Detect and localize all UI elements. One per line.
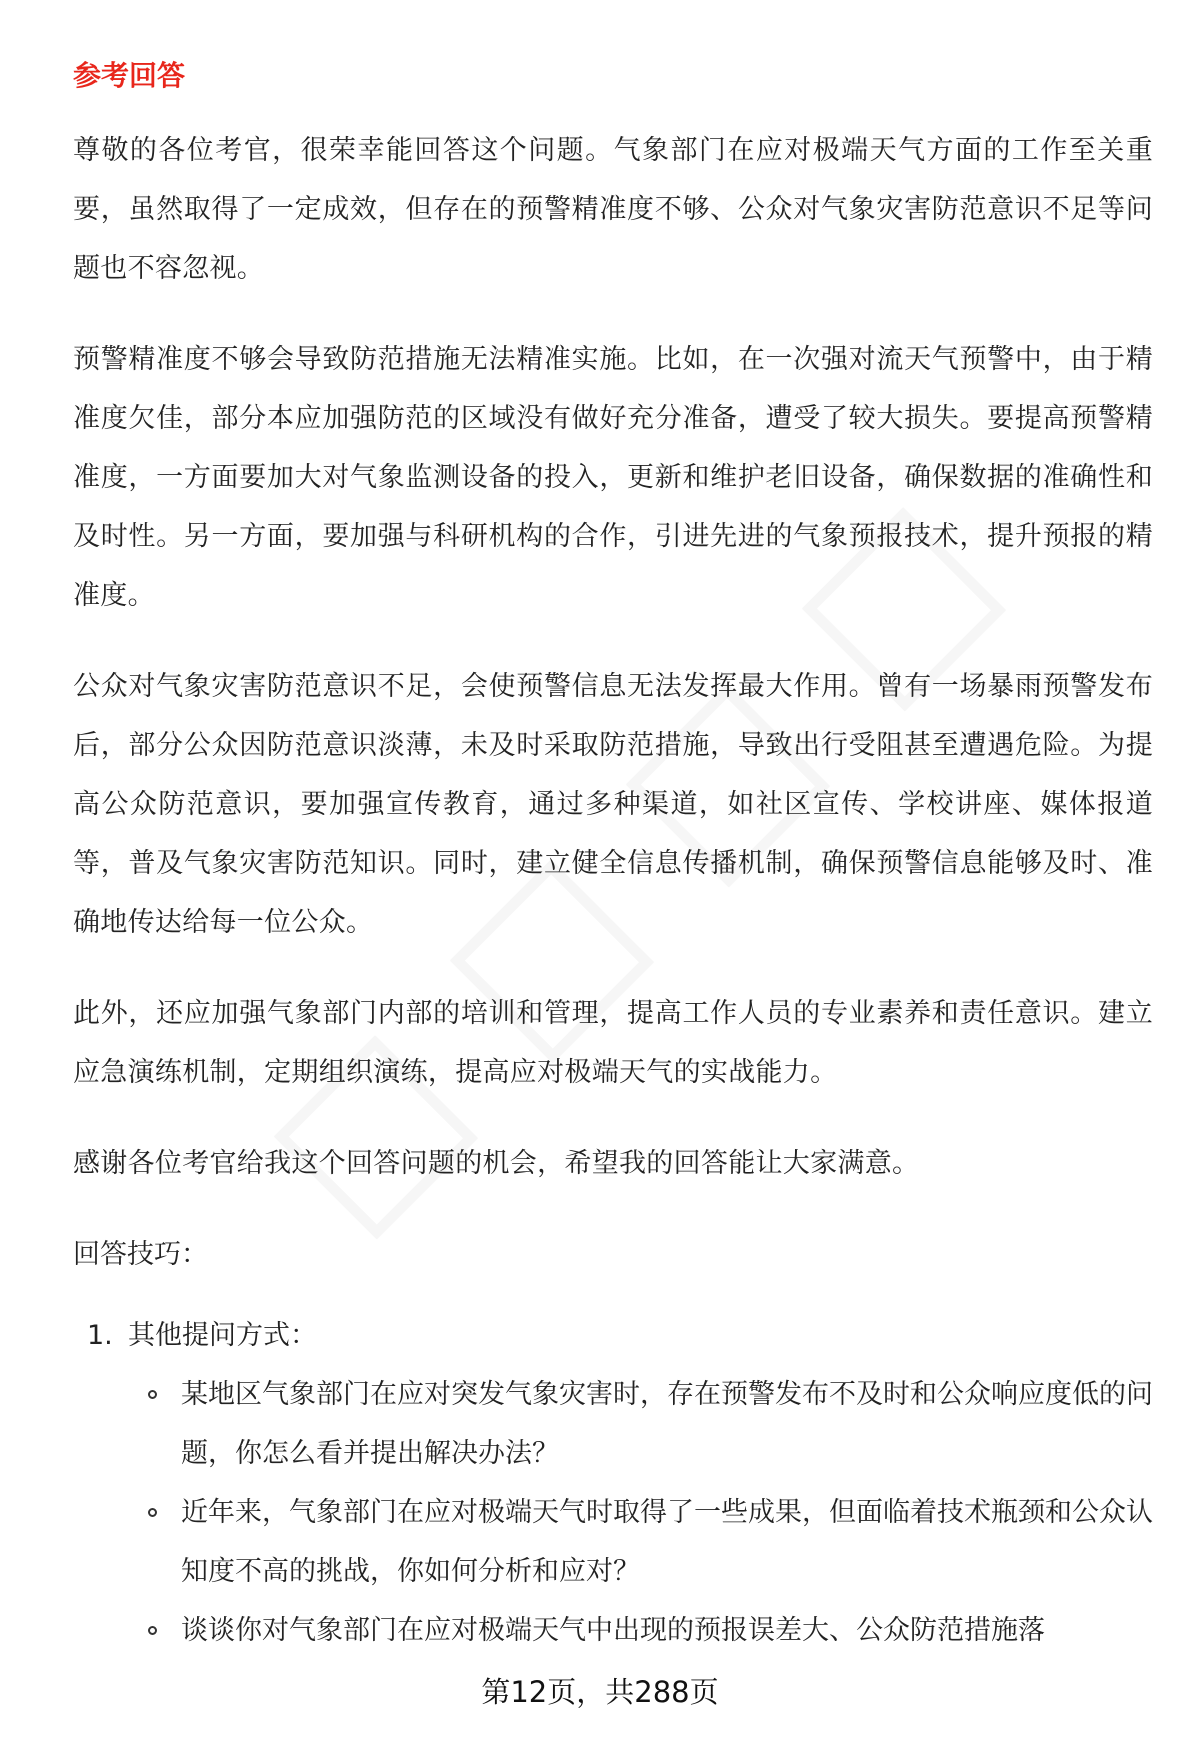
paragraph: 感谢各位考官给我这个回答问题的机会，希望我的回答能让大家满意。 xyxy=(73,1148,920,1179)
sub-list-item xyxy=(128,1483,1153,1601)
hollow-circle-bullet-icon xyxy=(148,1626,157,1635)
sub-list-item xyxy=(128,1601,1153,1660)
sub-list-item-text: 某地区气象部门在应对突发气象灾害时，存在预警发布不及时和公众响应度低的问题，你怎么看并提出解决办法？ xyxy=(181,1379,1153,1469)
list-item-label: 其他提问方式： xyxy=(128,1320,317,1351)
paragraph: 公众对气象灾害防范意识不足，会使预警信息无法发挥最大作用。曾有一场暴雨预警发布后，部分公众因防范意识淡薄，未及时采取防范措施，导致出行受阻甚至遭遇危险。为提高公众防范意识，要加强宣传教育，通过多种渠道，如社区宣传、学校讲座、媒体报道等，普及气象灾害防范知识。同时，建立健全信息传播机制，确保预警信息能够及时、准确地传达给每一位公众。 xyxy=(73,671,1153,938)
paragraph: 尊敬的各位考官，很荣幸能回答这个问题。气象部门在应对极端天气方面的工作至关重要，虽然取得了一定成效，但存在的预警精准度不够、公众对气象灾害防范意识不足等问题也不容忽视。 xyxy=(73,135,1153,284)
tips-label: 回答技巧： xyxy=(73,1239,208,1270)
page-number-footer: 第12页，共288页 xyxy=(481,1675,719,1709)
paragraph: 此外，还应加强气象部门内部的培训和管理，提高工作人员的专业素养和责任意识。建立应急演练机制，定期组织演练，提高应对极端天气的实战能力。 xyxy=(73,998,1153,1088)
section-title: 参考回答 xyxy=(73,59,186,92)
list-item xyxy=(73,1306,1153,1660)
document-content xyxy=(73,56,1153,1660)
hollow-circle-bullet-icon xyxy=(148,1390,157,1399)
list-number: 1. xyxy=(87,1320,113,1351)
sub-list-item xyxy=(128,1365,1153,1483)
paragraph: 预警精准度不够会导致防范措施无法精准实施。比如，在一次强对流天气预警中，由于精准度欠佳，部分本应加强防范的区域没有做好充分准备，遭受了较大损失。要提高预警精准度，一方面要加大对气象监测设备的投入，更新和维护老旧设备，确保数据的准确性和及时性。另一方面，要加强与科研机构的合作，引进先进的气象预报技术，提升预报的精准度。 xyxy=(73,344,1153,611)
numbered-list xyxy=(73,1306,1153,1660)
hollow-circle-bullet-icon xyxy=(148,1508,157,1517)
sub-list xyxy=(128,1365,1153,1660)
sub-list-item-text: 近年来，气象部门在应对极端天气时取得了一些成果，但面临着技术瓶颈和公众认知度不高的挑战，你如何分析和应对？ xyxy=(181,1497,1153,1587)
sub-list-item-text: 谈谈你对气象部门在应对极端天气中出现的预报误差大、公众防范措施落 xyxy=(181,1615,1045,1646)
